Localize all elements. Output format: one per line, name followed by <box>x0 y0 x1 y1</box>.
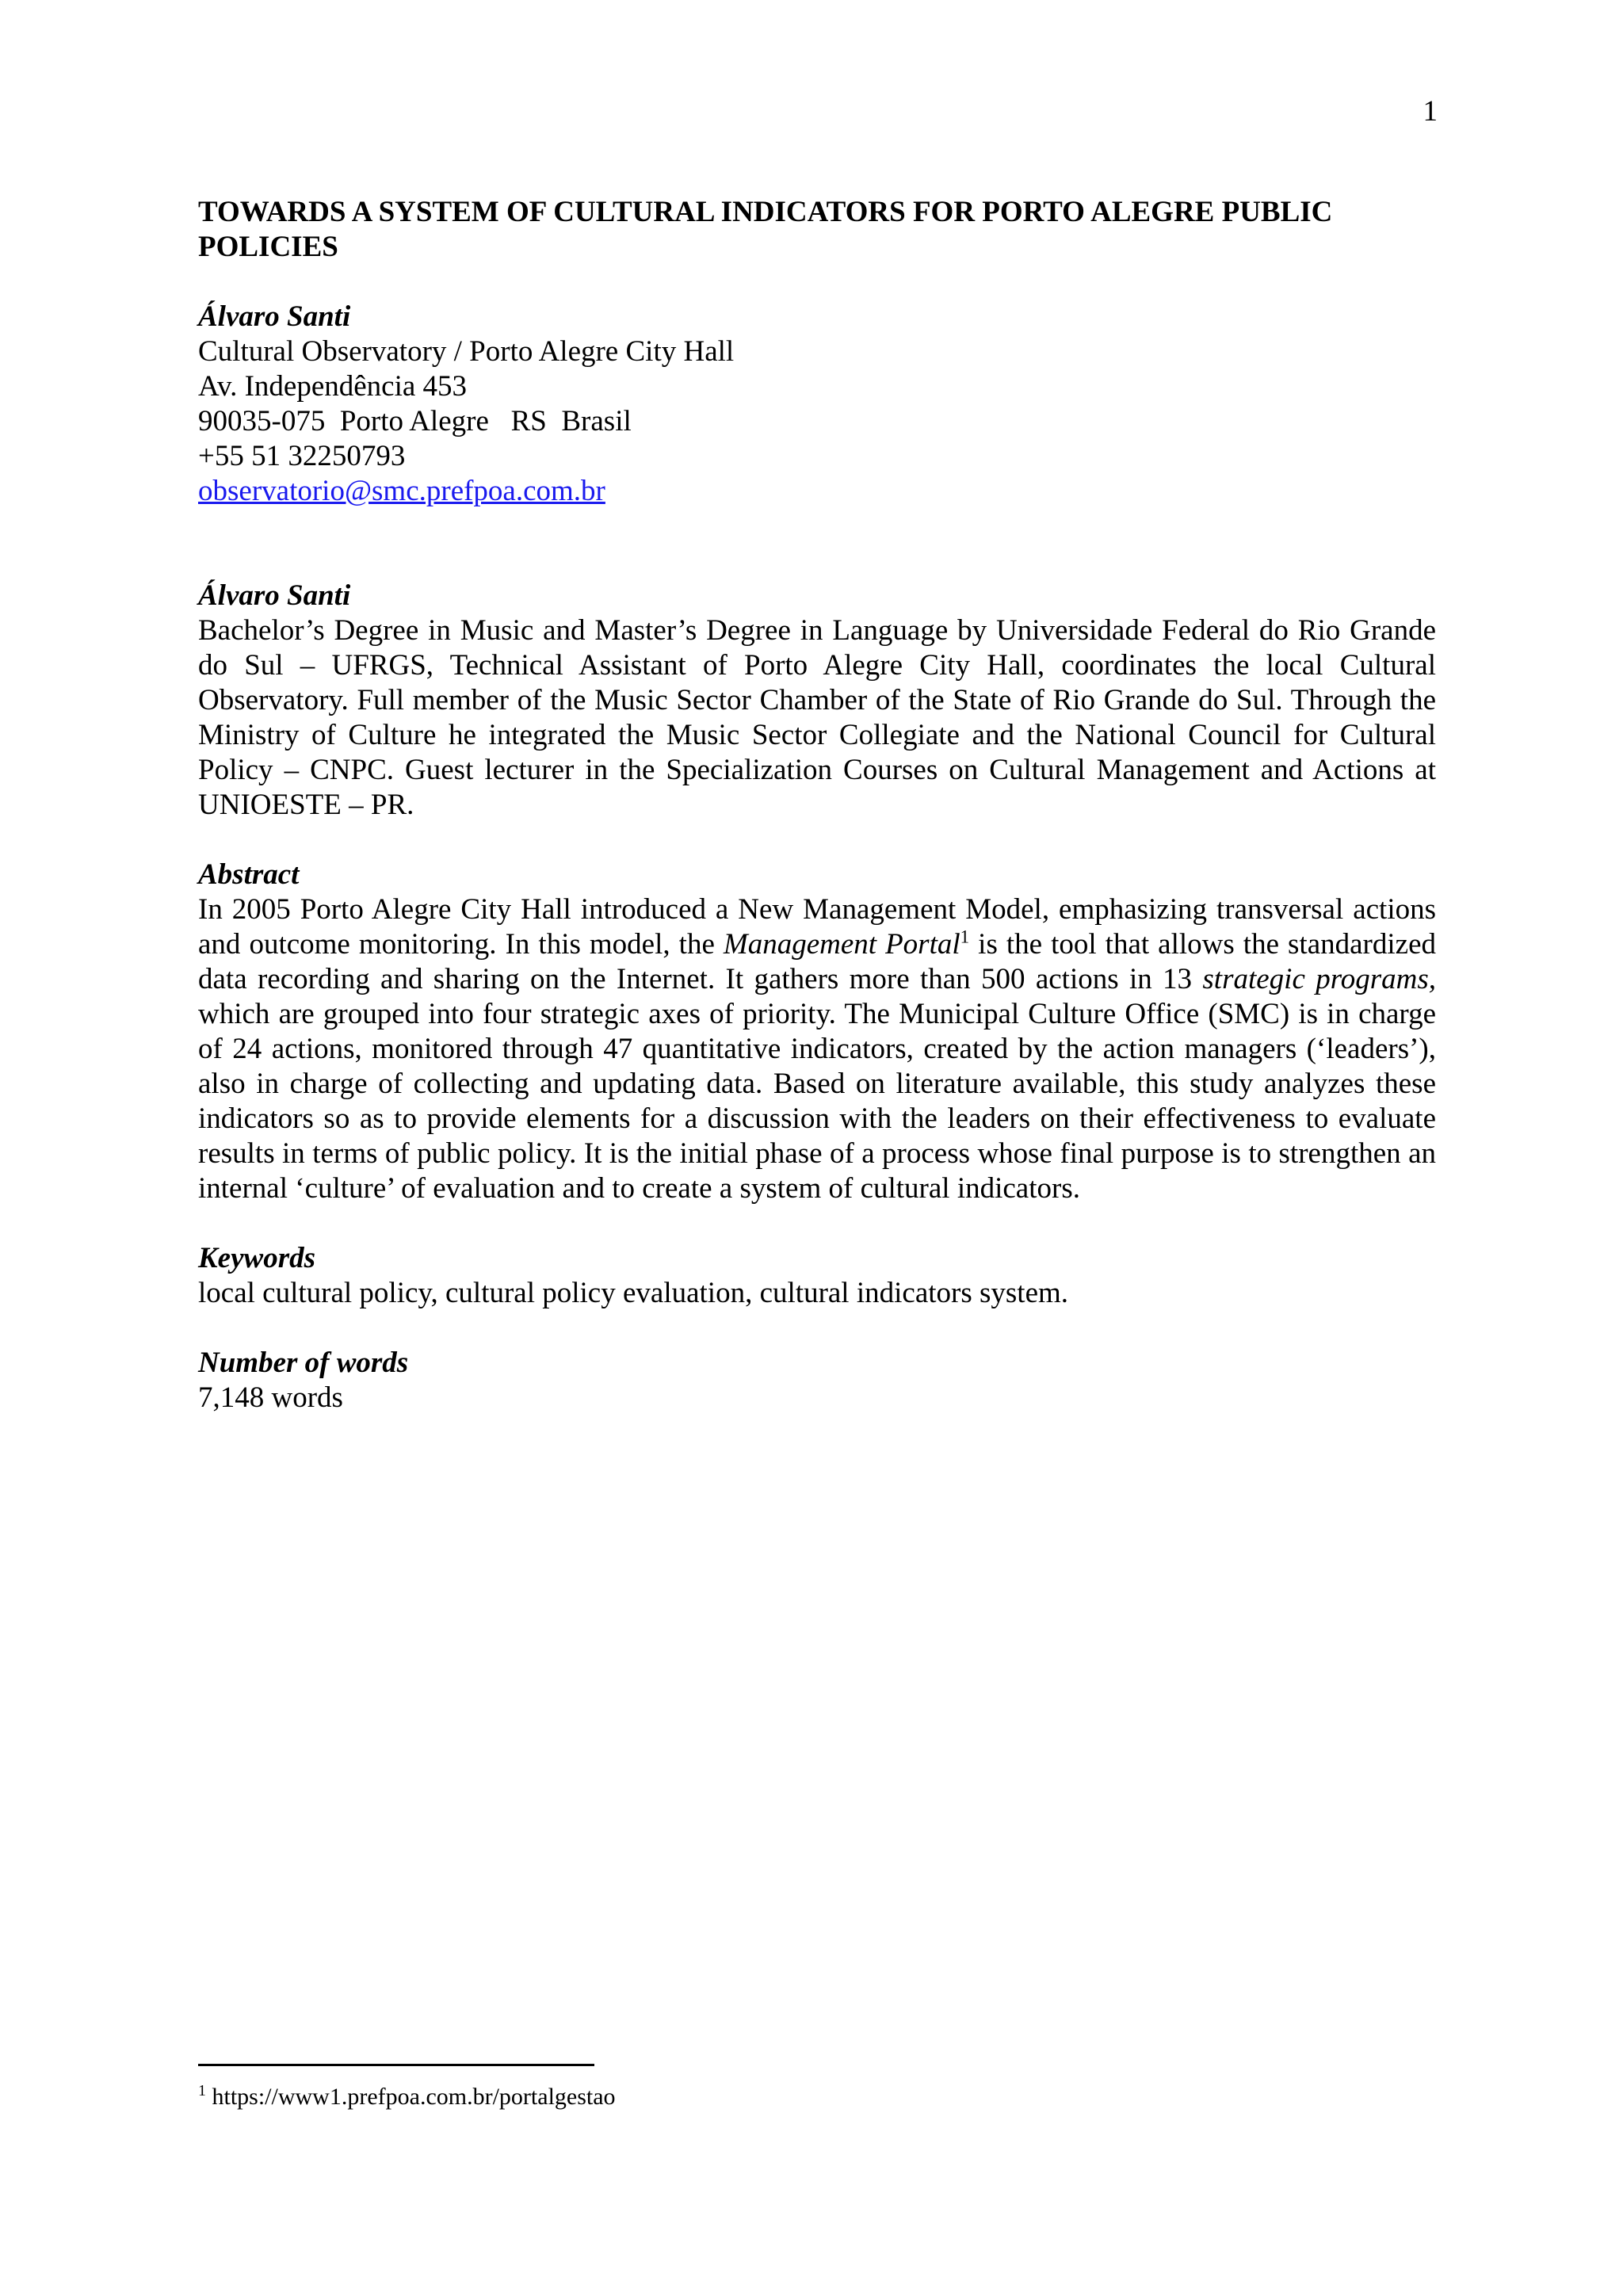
footnote-separator <box>198 2064 594 2066</box>
abstract-text <box>198 892 1436 1206</box>
author-name: Álvaro Santi <box>198 300 351 333</box>
author-email-link[interactable]: observatorio@smc.prefpoa.com.br <box>198 475 605 507</box>
management-portal-term: Management Portal <box>723 928 960 961</box>
contact-block <box>198 300 1436 509</box>
keywords-text: local cultural policy, cultural policy evaluation, cultural indicators system. <box>198 1277 1069 1309</box>
bio-text: Bachelor’s Degree in Music and Master’s Degree in Language by Universidade Federal do Rio Grande do Sul – UFRGS, Technical Assistant of Porto Alegre City Hall, coordinates the local Cultural Observatory. Full member of the Music Sector Chamber of the State of Rio Grande do Sul. Through the Ministry of Culture he integrated the Music Sector Collegiate and the National Council for Cultural Policy – CNPC. Guest lecturer in the Specialization Courses on Cultural Management and Actions at UNIOESTE – PR. <box>198 614 1436 821</box>
keywords-block <box>198 1241 1436 1311</box>
abstract-block <box>198 858 1436 1206</box>
word-count-block <box>198 1346 1436 1415</box>
word-count-heading: Number of words <box>198 1347 409 1379</box>
abstract-part1: In 2005 Porto Alegre City Hall introduced a New Management Model, emphasizing transversal actions and outcome monitoring. In this model, the <box>198 893 1436 961</box>
footnote-reference[interactable]: 1 <box>960 926 970 947</box>
author-street: Av. Independência 453 <box>198 370 468 403</box>
author-phone: +55 51 32250793 <box>198 440 406 472</box>
bio-block <box>198 579 1436 823</box>
keywords-heading: Keywords <box>198 1242 315 1274</box>
footnote-mark: 1 <box>198 2082 206 2099</box>
footnote-url[interactable]: https://www1.prefpoa.com.br/portalgestao <box>206 2084 616 2110</box>
bio-author-name: Álvaro Santi <box>198 579 351 612</box>
word-count-text: 7,148 words <box>198 1381 343 1414</box>
footnote <box>198 2083 616 2111</box>
strategic-programs-term: strategic programs, <box>1202 963 1436 995</box>
paper-title: TOWARDS A SYSTEM OF CULTURAL INDICATORS FOR PORTO ALEGRE PUBLIC POLICIES <box>198 196 1333 263</box>
abstract-part3: which are grouped into four strategic axes of priority. The Municipal Culture Office (SMC) is in charge of 24 actions, monitored through 47 quantitative indicators, created by the action managers (‘leaders’), also in charge of collecting and updating data. Based on literature available, this study analyzes these indicators so as to provide elements for a discussion with the leaders on their effectiveness to evaluate results in terms of public policy. It is the initial phase of a process whose final purpose is to strengthen an internal ‘culture’ of evaluation and to create a system of cultural indicators. <box>198 998 1436 1205</box>
author-city: 90035-075 Porto Alegre RS Brasil <box>198 405 632 437</box>
abstract-part2: is the tool that allows the standardized data recording and sharing on the Internet. It gathers more than 500 actions in 13 <box>198 928 1436 995</box>
page-number: 1 <box>1423 95 1438 128</box>
author-affiliation: Cultural Observatory / Porto Alegre City Hall <box>198 335 735 368</box>
abstract-heading: Abstract <box>198 858 300 891</box>
document-body <box>198 195 1436 1415</box>
